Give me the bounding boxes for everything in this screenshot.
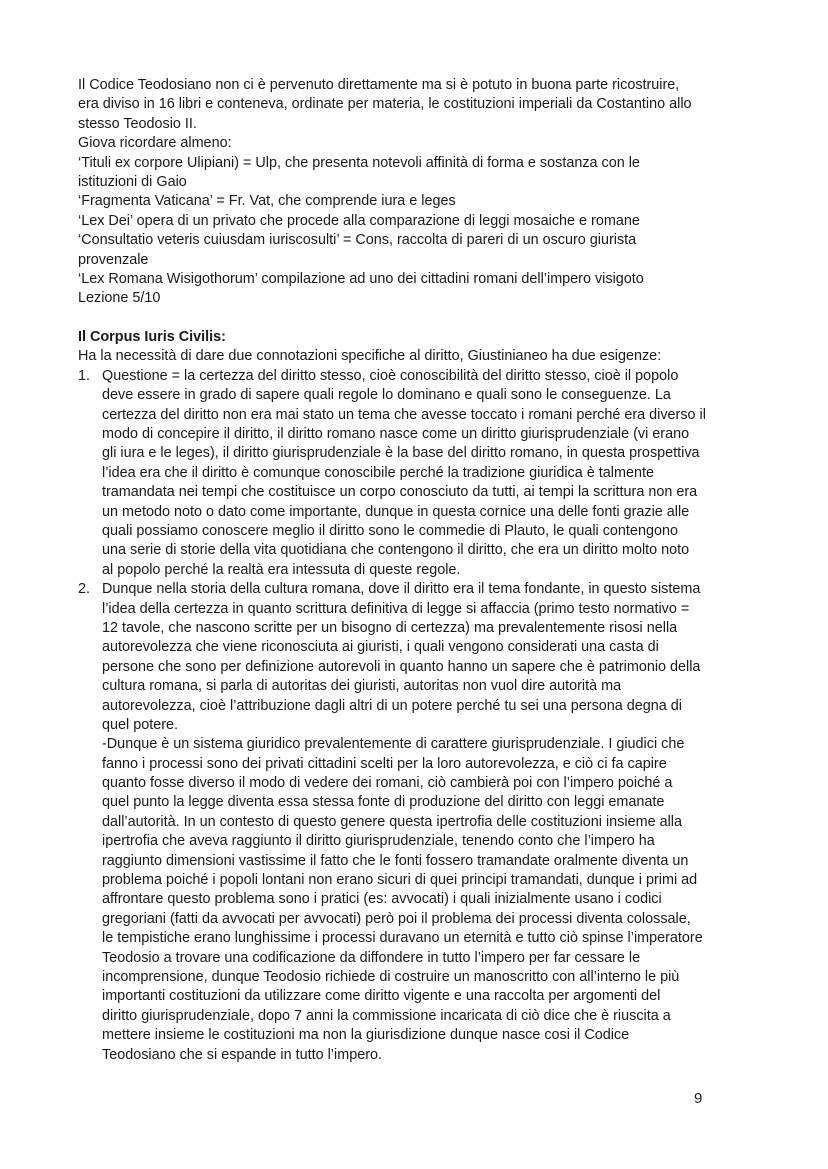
text-line: quel potere. (102, 716, 179, 733)
text-line: -Dunque è un sistema giuridico prevalentemente di carattere giurisprudenziale. I giudici che (102, 736, 685, 753)
text-line: ‘Tituli ex corpore Ulipiani) = Ulp, che presenta notevoli affinità di forma e sostanza con le (78, 154, 640, 171)
text-line: era diviso in 16 libri e conteneva, ordinate per materia, le costituzioni imperiali da Costantino allo (78, 96, 692, 113)
text-line: raggiunto dimensioni vastissime il fatto che le fonti fossero tramandate oralmente diventa un (102, 852, 689, 869)
document-body (78, 76, 778, 1065)
text-line: Dunque nella storia della cultura romana, dove il diritto era il tema fondante, in questo sistema (102, 581, 701, 598)
section-title: Il Corpus Iuris Civilis: (78, 329, 226, 346)
list-item (78, 367, 778, 580)
text-line: quali possiamo conoscere meglio il diritto sono le commedie di Plauto, le quali contengono (102, 522, 678, 539)
text-line: cultura romana, si parla di autoritas dei giuristi, autoritas non vuol dire autorità ma (102, 678, 622, 695)
text-line: mettere insieme le costituzioni ma non la giurisdizione dunque nasce cosi il Codice (102, 1027, 630, 1044)
text-line: Giova ricordare almeno: (78, 135, 232, 152)
text-line: stesso Teodosio II. (78, 115, 197, 132)
text-line: provenzale (78, 251, 149, 268)
text-line: modo di concepire il diritto, il diritto romano nasce come un diritto giurisprudenziale (vi erano (102, 426, 690, 443)
text-line: autorevolezza, cioè l’attribuzione dagli altri di un potere perché tu sei una persona degna di (102, 697, 682, 714)
text-line: deve essere in grado di sapere quali regole lo dominano e quali sono le conseguenze. La (102, 387, 671, 404)
list-number: 2. (78, 581, 91, 598)
intro-paragraph (78, 76, 778, 309)
text-line: problema poiché i popoli lontani non erano sicuri di quei principi tramandati, dunque i primi ad (102, 872, 698, 889)
text-line: un metodo noto o dato come importante, dunque in questa cornice una delle fonti grazie alle (102, 503, 690, 520)
text-line: l’idea era che il diritto è comunque conoscibile perché la tradizione giuridica è talmente (102, 464, 654, 481)
text-line: quanto fosse diverso il modo di vedere dei romani, ciò cambierà poi con l’impero poiché a (102, 775, 673, 792)
text-line: Lezione 5/10 (78, 290, 161, 307)
text-line: dall’autorità. In un contesto di questo genere questa ipertrofia delle costituzioni insieme alla (102, 813, 682, 830)
text-line: Il Codice Teodosiano non ci è pervenuto direttamente ma si è potuto in buona parte ricostruire, (78, 77, 680, 93)
text-line: importanti costituzioni da utilizzare come diritto vigente e una raccolta per argomenti del (102, 988, 661, 1005)
text-line: fanno i processi sono dei privati cittadini scelti per la loro autorevolezza, e ciò ci fa capire (102, 755, 667, 772)
blank-line (78, 309, 778, 328)
text-line: ‘Lex Dei’ opera di un privato che procede alla comparazione di leggi mosaiche e romane (78, 212, 640, 229)
text-line: persone che sono per definizione autorevoli in quanto hanno un sapere che è patrimonio della (102, 658, 701, 675)
text-line: una serie di storie della vita quotidiana che contengono il diritto, che era un diritto molto noto (102, 542, 690, 559)
text-line: diritto giurisprudenziale, dopo 7 anni la commissione incaricata di ciò dice che è riuscita a (102, 1007, 671, 1024)
text-line: l’idea della certezza in quanto scrittura definitiva di legge si affaccia (primo testo normativo = (102, 600, 690, 617)
text-line: ‘Consultatio veteris cuiusdam iuriscosulti’ = Cons, raccolta di pareri di un oscuro giurista (78, 232, 637, 249)
numbered-list (78, 367, 778, 1065)
text-line: ‘Fragmenta Vaticana’ = Fr. Vat, che comprende iura e leges (78, 193, 456, 210)
list-number: 1. (78, 367, 91, 384)
text-line: tramandata nei tempi che costituisce un corpo conosciuto da tutti, ai tempi la scrittura non era (102, 484, 698, 501)
text-line: Teodosiano che si espande in tutto l’impero. (102, 1046, 382, 1063)
text-line: ipertrofia che aveva raggiunto il diritto giurisprudenziale, tenendo conto che l’impero ha (102, 833, 655, 850)
text-line: istituzioni di Gaio (78, 173, 187, 190)
page-number: 9 (694, 1090, 703, 1107)
text-line: 12 tavole, che nascono scritte per un bisogno di certezza) ma prevalentemente risosi nella (102, 619, 678, 636)
text-line: le tempistiche erano lunghissime i processi duravano un eternità e tutto ciò spinse l’imperatore (102, 930, 703, 947)
text-line: quel punto la legge diventa essa stessa fonte di produzione del diritto con leggi emanate (102, 794, 665, 811)
text-line: Teodosio a trovare una codificazione da diffondere in tutto l’impero per far cessare le (102, 949, 641, 966)
text-line: incomprensione, dunque Teodosio richiede di costruire un manoscritto con all’interno le più (102, 968, 680, 985)
text-line: al popolo perché la realtà era intessuta di queste regole. (102, 561, 461, 578)
text-line: Questione = la certezza del diritto stesso, cioè conoscibilità del diritto stesso, cioè il popolo (102, 367, 679, 384)
text-line: affrontare questo problema sono i pratici (es: avvocati) i quali inizialmente usano i codici (102, 891, 662, 908)
list-item (78, 580, 778, 1065)
text-line: gregoriani (fatti da avvocati per avvocati) però poi il problema dei processi diventa colossale, (102, 910, 691, 927)
section-intro: Ha la necessità di dare due connotazioni specifiche al diritto, Giustinianeo ha due esigenze: (78, 348, 662, 365)
text-line: gli iura e le leges), il diritto giurisprudenziale è la base del diritto romano, in questa prospettiva (102, 445, 700, 462)
text-line: autorevolezza che viene riconosciuta ai giuristi, i quali vengono considerati una casta di (102, 639, 659, 656)
text-line: certezza del diritto non era mai stato un tema che avesse toccato i romani perché era diverso il (102, 406, 706, 423)
text-line: ‘Lex Romana Wisigothorum’ compilazione ad uno dei cittadini romani dell’impero visigoto (78, 270, 644, 287)
